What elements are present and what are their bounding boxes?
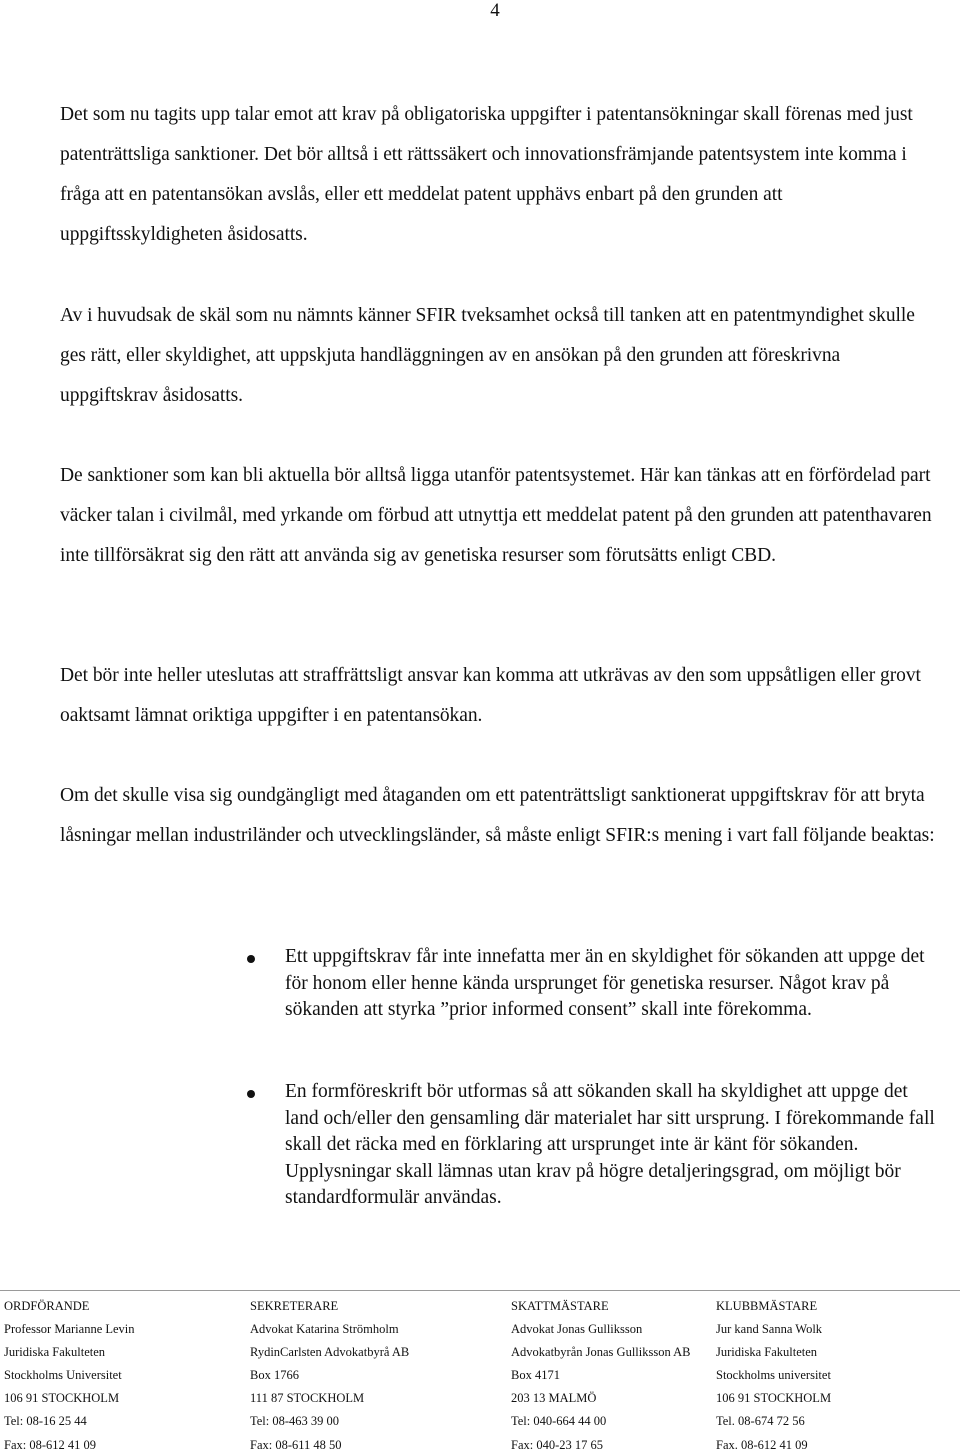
footer-column-secretary (250, 1291, 409, 1453)
footer-fax: Fax: 08-612 41 09 (4, 1437, 97, 1452)
footer-column-club-master (716, 1291, 831, 1453)
footer-role: ORDFÖRANDE (4, 1299, 90, 1313)
paragraph-conditions-intro: Om det skulle visa sig oundgängligt med åtaganden om ett patenträttsligt sanktionerat uppgiftskrav för att bryta låsningar mellan industriländer och utvecklingsländer, så måste enligt SFIR:s mening i vart fall följande beaktas: (60, 785, 935, 846)
footer-address: Stockholms Universitet (4, 1368, 122, 1383)
footer-name: Professor Marianne Levin (4, 1322, 135, 1337)
footer-organisation: Advokatbyrån Jonas Gulliksson AB (511, 1345, 691, 1360)
letterhead-footer (0, 1290, 960, 1453)
bullet-text: Ett uppgiftskrav får inte innefatta mer än en skyldighet för sökanden att uppge det för honom eller henne kända ursprunget för genetiska resurser. Något krav på sökanden att styrka ”prior informed consent” skall inte förekomma. (285, 946, 925, 1020)
footer-phone: Tel. 08-674 72 56 (716, 1414, 805, 1429)
footer-role: SEKRETERARE (250, 1299, 339, 1313)
footer-phone: Tel: 040-664 44 00 (511, 1414, 607, 1429)
footer-role: KLUBBMÄSTARE (716, 1299, 818, 1313)
footer-role: SKATTMÄSTARE (511, 1299, 609, 1313)
footer-column-treasurer (511, 1291, 691, 1453)
page-number: 4 (490, 0, 500, 21)
footer-address: Box 1766 (250, 1368, 299, 1383)
paragraph-criminal-liability: Det bör inte heller uteslutas att straffrättsligt ansvar kan komma att utkrävas av den som uppsåtligen eller grovt oaktsamt lämnat oriktiga uppgifter i en patentansökan. (60, 665, 921, 726)
footer-phone: Tel: 08-16 25 44 (4, 1414, 87, 1429)
bullet-icon (247, 1090, 255, 1098)
footer-address: Stockholms universitet (716, 1368, 831, 1383)
paragraph-postponement-doubt: Av i huvudsak de skäl som nu nämnts känner SFIR tveksamhet också till tanken att en patentmyndighet skulle ges rätt, eller skyldighet, att uppskjuta handläggningen av en ansökan på den grunden att föreskrivna uppgiftskrav åsidosatts. (60, 305, 915, 406)
footer-postal-code: 111 87 STOCKHOLM (250, 1391, 365, 1406)
footer-name: Jur kand Sanna Wolk (716, 1322, 823, 1337)
footer-phone: Tel: 08-463 39 00 (250, 1414, 340, 1429)
footer-name: Advokat Katarina Strömholm (250, 1322, 399, 1337)
bullet-text: En formföreskrift bör utformas så att sökanden skall ha skyldighet att uppge det land och/eller den gensamling där materialet har sitt ursprung. I förekommande fall skall det räcka med en förklaring att ursprunget inte är känt för sökanden. Upplysningar skall lämnas utan krav på högre detaljeringsgrad, om möjligt bör standardformulär användas. (285, 1081, 935, 1208)
footer-organisation: Juridiska Fakulteten (4, 1345, 106, 1360)
paragraph-sanctions-argument: Det som nu tagits upp talar emot att krav på obligatoriska uppgifter i patentansökningar skall förenas med just patenträttsliga sanktioner. Det bör alltså i ett rättssäkert och innovationsfrämjande patentsystem inte komma i fråga att en patentansökan avslås, eller ett meddelat patent upphävs enbart på den grunden att uppgiftsskyldigheten åsidosatts. (60, 104, 913, 245)
footer-postal-code: 203 13 MALMÖ (511, 1391, 597, 1406)
footer-column-chairman (4, 1291, 135, 1453)
footer-organisation: RydinCarlsten Advokatbyrå AB (250, 1345, 410, 1360)
footer-postal-code: 106 91 STOCKHOLM (716, 1391, 832, 1406)
bullet-icon (247, 955, 255, 963)
paragraph-civil-remedies: De sanktioner som kan bli aktuella bör alltså ligga utanför patentsystemet. Här kan tänkas att en förfördelad part väcker talan i civilmål, med yrkande om förbud att utnyttja ett meddelat patent på den grunden att patenthavaren inte tillförsäkrat sig den rätt att använda sig av genetiska resurser som förutsätts enligt CBD. (60, 465, 932, 566)
footer-address: Box 4171 (511, 1368, 560, 1383)
footer-fax: Fax: 08-611 48 50 (250, 1437, 342, 1452)
footer-postal-code: 106 91 STOCKHOLM (4, 1391, 120, 1406)
footer-fax: Fax: 040-23 17 65 (511, 1437, 604, 1452)
footer-organisation: Juridiska Fakulteten (716, 1345, 818, 1360)
footer-name: Advokat Jonas Gulliksson (511, 1322, 643, 1337)
footer-fax: Fax. 08-612 41 09 (716, 1437, 808, 1452)
